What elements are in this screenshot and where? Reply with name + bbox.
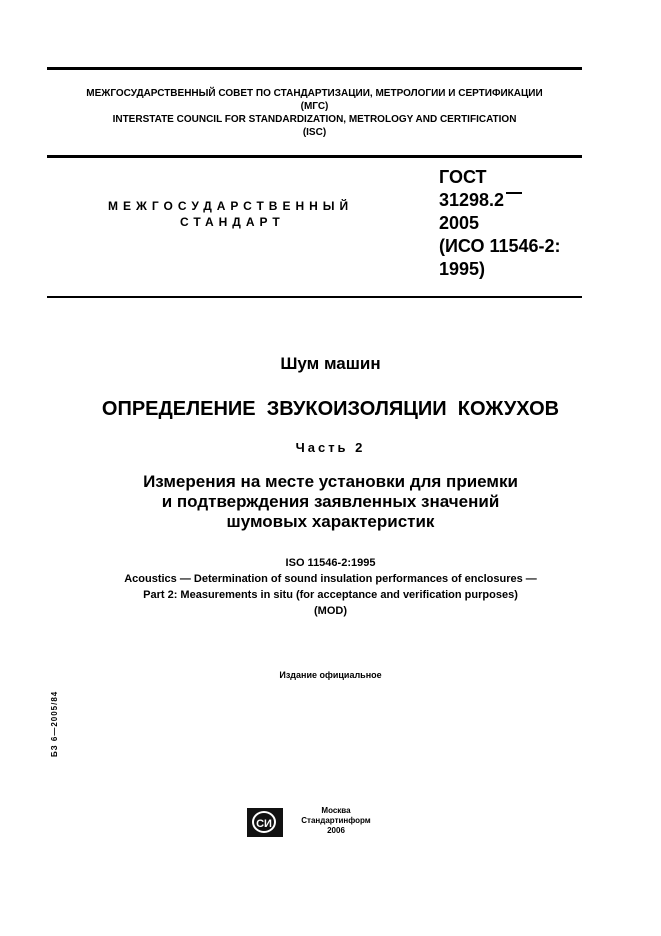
top-rule (47, 67, 582, 70)
gost-number: 31298.2 (439, 190, 505, 210)
standard-type-line2: СТАНДАРТ (180, 215, 285, 229)
header-rule (47, 155, 582, 158)
standard-type-line1: МЕЖГОСУДАРСТВЕННЫЙ (108, 199, 354, 213)
council-en-line: INTERSTATE COUNCIL FOR STANDARDIZATION, METROLOGY AND CERTIFICATION (112, 114, 517, 125)
iso-en-line1: Acoustics — Determination of sound insulation performances of enclosures — (124, 573, 537, 585)
main-title: ОПРЕДЕЛЕНИЕ ЗВУКОИЗОЛЯЦИИ КОЖУХОВ (101, 398, 560, 420)
topic-title: Шум машин (280, 354, 381, 373)
part-title: Часть 2 (295, 440, 366, 455)
edition-label: Издание официальное (279, 670, 382, 680)
publisher-year: 2006 (327, 826, 345, 835)
subtitle-line3: шумовых характеристик (226, 512, 435, 531)
publisher-logo (247, 808, 283, 837)
subtitle-line1: Измерения на месте установки для приемки (143, 472, 518, 491)
iso-en-line2: Part 2: Measurements in situ (for acceptance and verification purposes) (143, 589, 518, 601)
logo-mark: СИ (252, 811, 276, 833)
iso-ref-line1: (ИСО 11546-2: (439, 236, 561, 256)
iso-mod: (MOD) (314, 605, 347, 617)
standard-rule (47, 296, 582, 298)
council-ru-line: МЕЖГОСУДАРСТВЕННЫЙ СОВЕТ ПО СТАНДАРТИЗАЦИИ, МЕТРОЛОГИИ И СЕРТИФИКАЦИИ (86, 88, 543, 99)
gost-dash (506, 192, 522, 194)
publisher-block (288, 806, 384, 836)
gost-label: ГОСТ (439, 167, 487, 187)
gost-designation (439, 166, 561, 281)
council-en-abbr: (ISC) (302, 127, 327, 138)
publisher-city: Москва (321, 806, 351, 815)
council-ru-abbr: (МГС) (300, 101, 329, 112)
iso-code: ISO 11546-2:1995 (285, 557, 376, 569)
gost-year: 2005 (439, 213, 480, 233)
publisher-name: Стандартинформ (301, 816, 371, 825)
side-code: БЗ 6—2005/84 (50, 690, 59, 757)
subtitle-line2: и подтверждения заявленных значений (161, 492, 500, 511)
gost-number-line (439, 189, 561, 212)
iso-ref-line2: 1995) (439, 259, 486, 279)
